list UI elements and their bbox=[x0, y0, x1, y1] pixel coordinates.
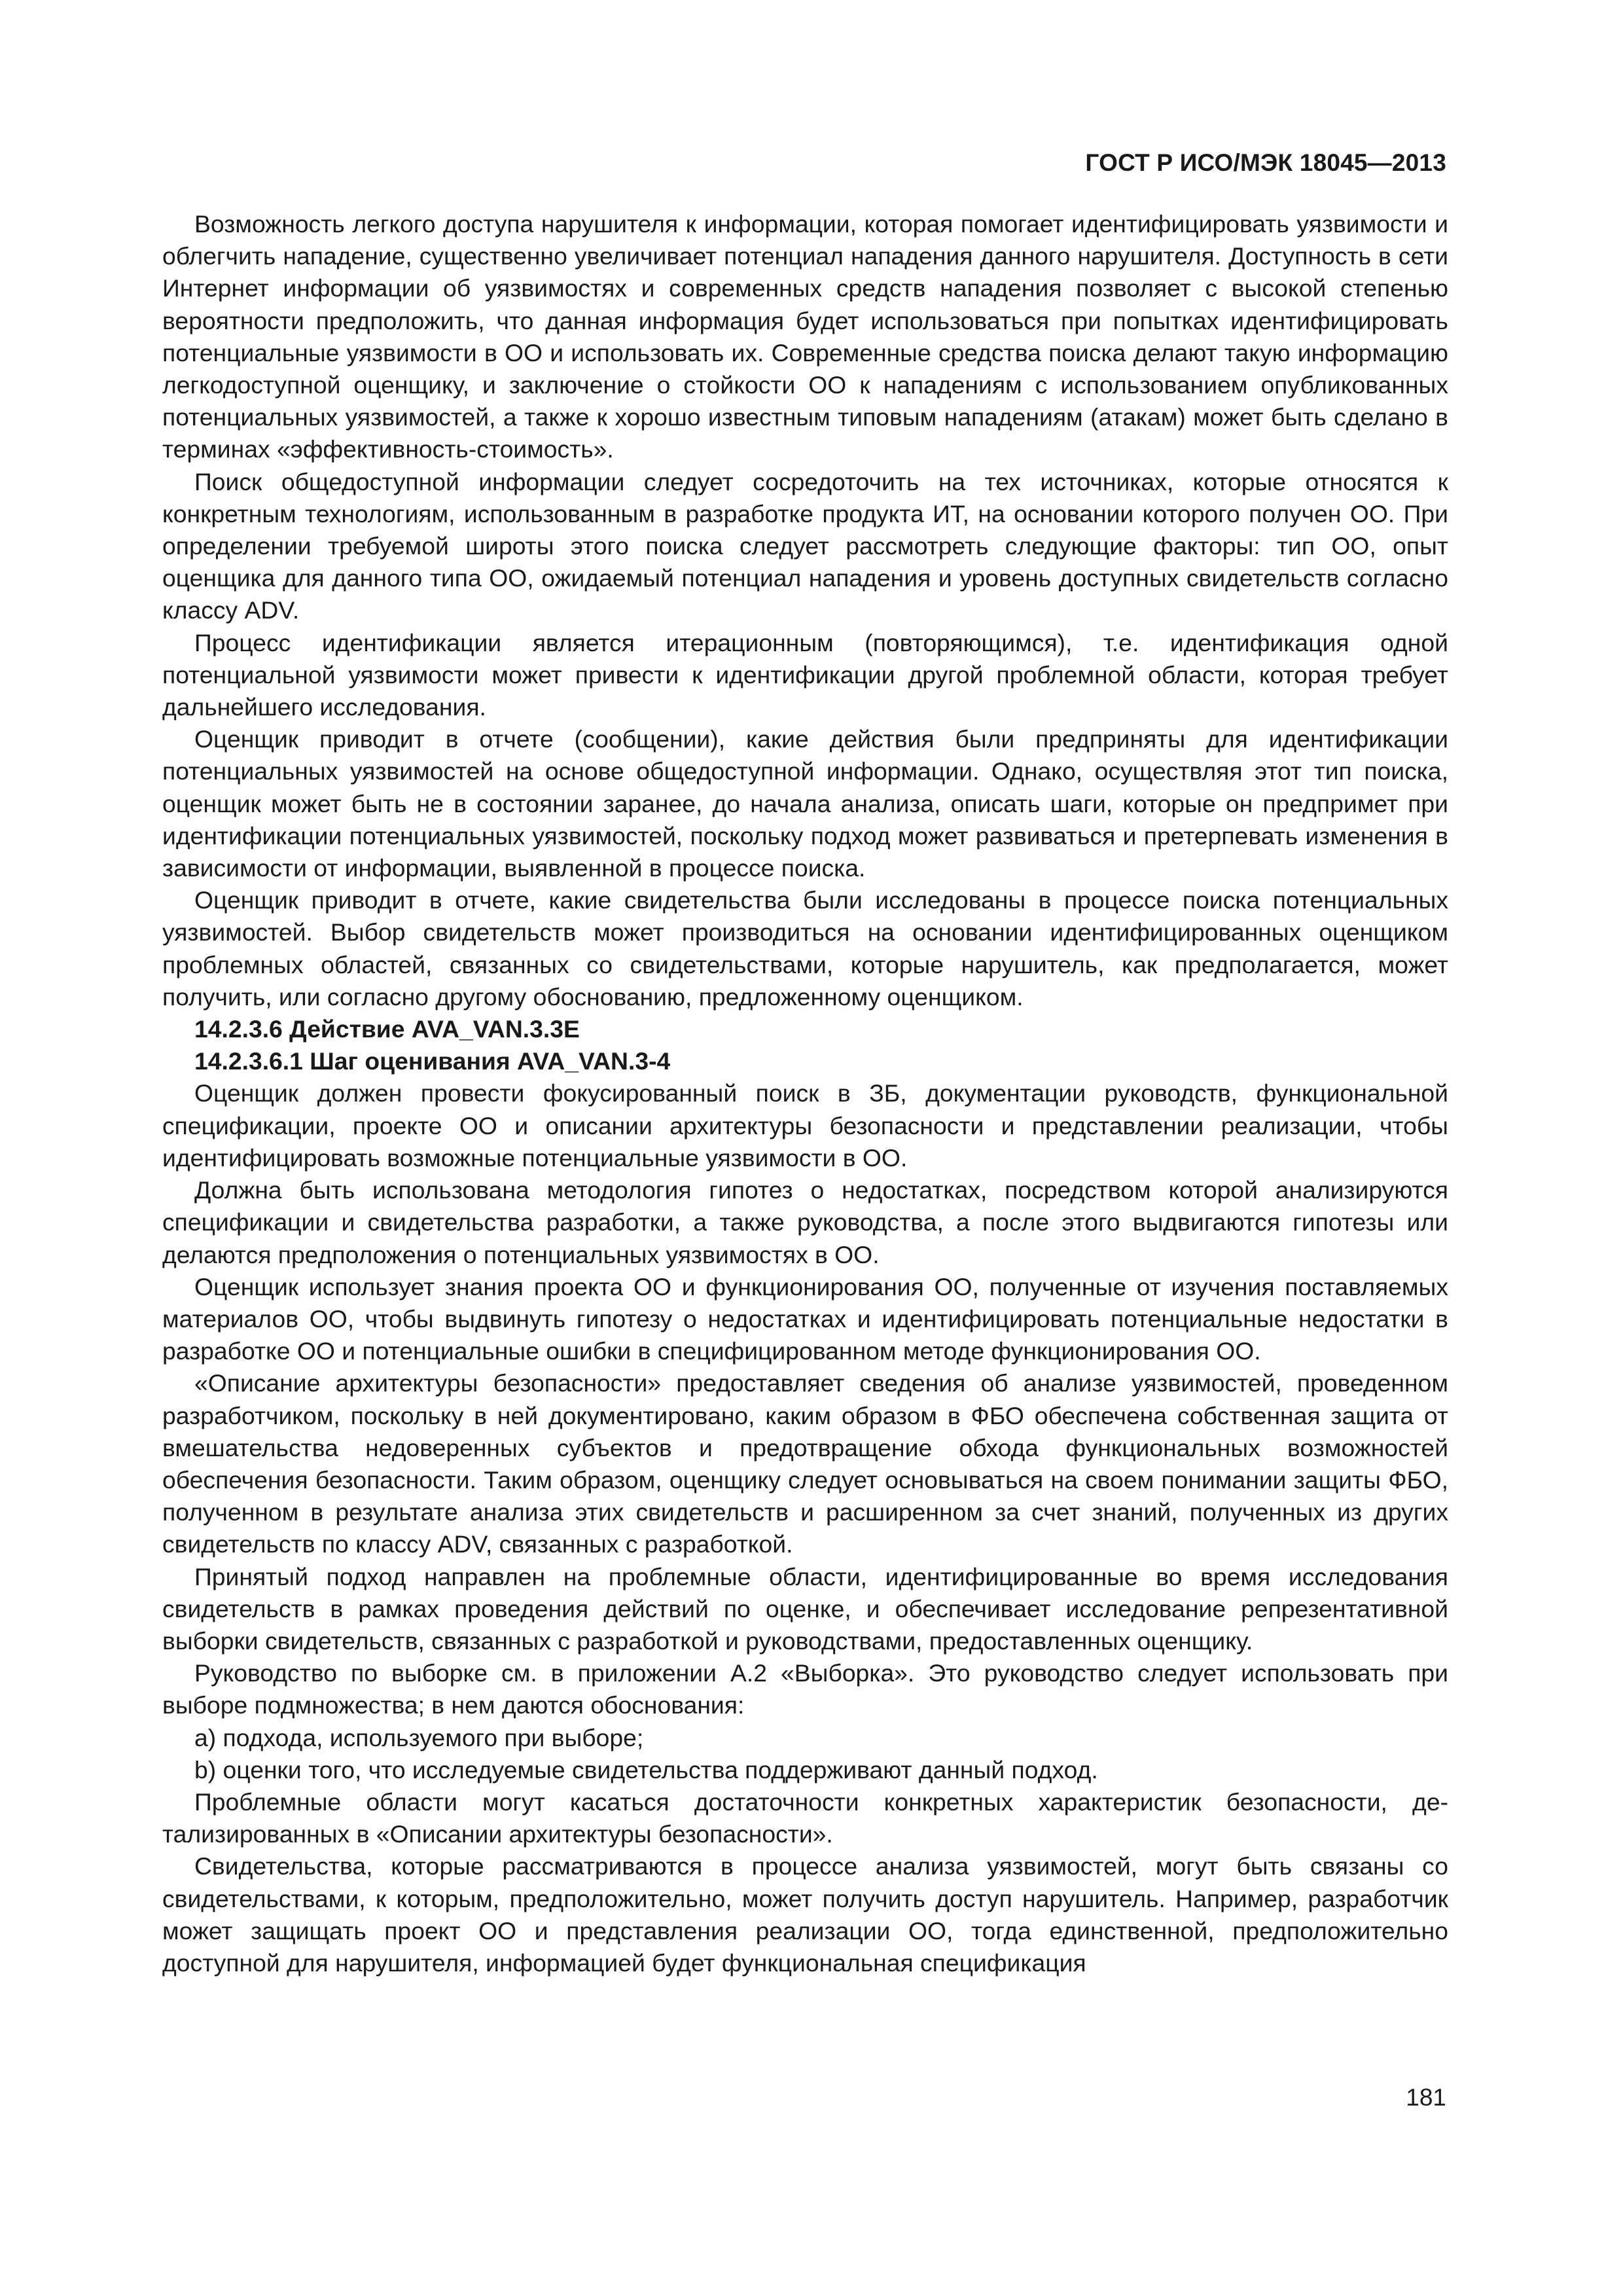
list-item: a) подхода, используемого при выборе; bbox=[194, 1723, 644, 1751]
document-body bbox=[162, 208, 1448, 1979]
body-paragraph: Оценщик должен провести фокусированный поиск в ЗБ, документации руководств, функциональной спецификации, проекте ОО и описании архитектуры безопасности и представлении реализации, чтобы идентифицировать возможные потенциальные уязвимости в ОО. bbox=[162, 1079, 1448, 1172]
subsection-heading: 14.2.3.6.1 Шаг оценивания AVA_VAN.3-4 bbox=[194, 1047, 671, 1075]
body-paragraph: Оценщик использует знания проекта ОО и функционирования ОО, полученные от изучения поставляемых материалов ОО, чтобы выдвинуть гипотезу о недостатках и идентифицировать потенциальные недостатки в разработке ОО и потенциальные ошибки в специфицированном методе функционирования ОО. bbox=[162, 1272, 1448, 1365]
body-paragraph: Оценщик приводит в отчете, какие свидетельства были исследованы в процессе поиска потенциальных уязвимостей. Выбор свидетельств может производиться на основании идентифицированных оценщиком проблемных областей, связанных со свидетельствами, которые нарушитель, как предполагается, может получить, или согласно другому обоснованию, предложенному оценщиком. bbox=[162, 886, 1448, 1011]
section-heading: 14.2.3.6 Действие AVA_VAN.3.3E bbox=[194, 1015, 580, 1043]
body-paragraph: Поиск общедоступной информации следует сосредоточить на тех источниках, которые относятся к конкретным технологиям, использованным в разработке продукта ИТ, на основании которого получен ОО. При определении требуемой широты этого поиска следует рассмотреть следующие факторы: тип ОО, опыт оценщика для данного типа ОО, ожидаемый потенциал нападения и уровень доступных свидетельств согласно классу ADV. bbox=[162, 467, 1448, 624]
body-paragraph: Принятый подход направлен на проблемные области, идентифицированные во время исследования свидетельств в рамках проведения действий по оценке, и обеспечивает исследование репрезентативной выборки свидетельств, связанных с разработкой и руководствами, предоставленных оценщику. bbox=[162, 1562, 1448, 1655]
list-item: b) оценки того, что исследуемые свидетельства поддерживают данный подход. bbox=[194, 1755, 1098, 1784]
body-paragraph: Оценщик приводит в отчете (сообщении), какие действия были предприняты для идентификации потенциальных уязвимостей на основе общедоступной информации. Однако, осуществляя этот тип поиска, оценщик может быть не в состоянии заранее, до начала анализа, описать шаги, которые он предпримет при идентификации потенциальных уязвимостей, поскольку подход может развиваться и претерпевать изменения в зависимости от информации, выявленной в процессе поиска. bbox=[162, 725, 1448, 882]
body-paragraph: Должна быть использована методология гипотез о недостатках, посредством которой анализируются спецификации и свидетельства разработки, а также руководства, а после этого выдвигаются гипотезы или делаются предположения о потенциальных уязвимостях в ОО. bbox=[162, 1176, 1448, 1268]
body-paragraph: «Описание архитектуры безопасности» предоставляет сведения об анализе уязвимостей, проведенном разработчиком, поскольку в ней документировано, каким образом в ФБО обеспечена собственная защита от вмешательства недоверенных субъектов и предотвращение обхода функциональных возможностей обеспечения безопасности. Таким образом, оценщику следует основываться на своем понимании защиты ФБО, полученном в результате анализа этих свидетельств и расширенном за счет знаний, полученных из других свидетельств по классу ADV, связанных с разработкой. bbox=[162, 1369, 1448, 1558]
body-paragraph: Процесс идентификации является итерационным (повторяющимся), т.е. идентификация одной потенциальной уязвимости может привести к идентификации другой проблемной области, которая требует дальнейшего исследования. bbox=[162, 628, 1448, 721]
document-header: ГОСТ Р ИСО/МЭК 18045—2013 bbox=[1085, 149, 1446, 176]
body-paragraph: Руководство по выборке см. в приложении А.2 «Выборка». Это руководство следует использовать при выборе подмножества; в нем даются обоснования: bbox=[162, 1659, 1448, 1719]
body-paragraph: Возможность легкого доступа нарушителя к информации, которая помогает идентифицировать уязвимости и облегчить нападение, существенно увеличивает потенциал нападения данного нарушителя. Доступность в сети Интернет информации об уязвимостях и современных средств нападения позволяет с высокой степенью вероятности предположить, что данная информация будет использоваться при попытках идентифицировать потенциальные уязвимости в ОО и использовать их. Современные средства поиска делают такую информацию легкодоступной оценщику, и заключение о стойкости ОО к нападениям с использованием опубликованных потенциальных уязвимостей, а также к хорошо известным типовым нападениям (атакам) может быть сделано в терминах «эффективность-стоимость». bbox=[162, 210, 1448, 463]
body-paragraph: Проблемные области могут касаться достаточности конкретных характеристик безопасности, детализированных в «Описании архитектуры безопасности». bbox=[162, 1787, 1448, 1848]
body-paragraph: Свидетельства, которые рассматриваются в процессе анализа уязвимостей, могут быть связаны со свидетельствами, к которым, предположительно, может получить доступ нарушитель. Например, разработчик может защищать проект ОО и представления реализации ОО, тогда единственной, предположительно доступной для нарушителя, информацией будет функциональная спецификация bbox=[162, 1852, 1448, 1977]
page-number: 181 bbox=[1406, 2084, 1446, 2111]
